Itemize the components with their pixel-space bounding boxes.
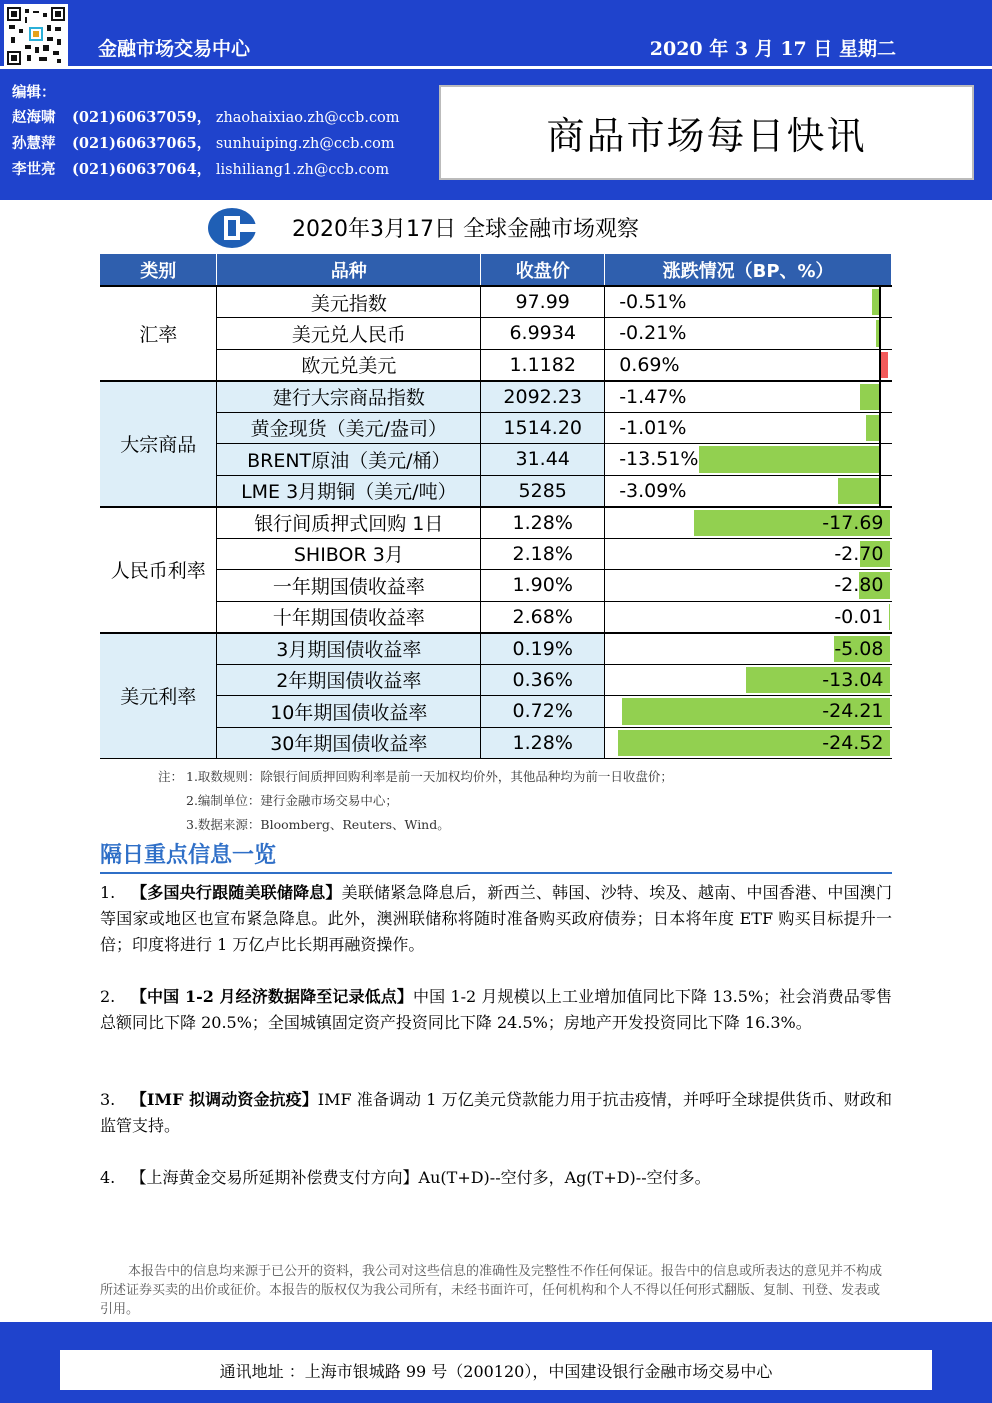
close-cell: 0.19% — [481, 633, 605, 665]
news-item-body: 美联储紧急降息后，新西兰、韩国、沙特、埃及、越南、中国香港、中国澳门等国家或地区也宣布紧急降息。此外，澳洲联储称将随时准备购买政府债券；日本将年度 ETF 购买目标提升一倍；印度将进行 1 万亿卢比长期再融资操作。 — [100, 883, 892, 954]
zero-axis — [879, 413, 881, 444]
note-item: 3.数据来源：Bloomberg、Reuters、Wind。 — [186, 817, 450, 832]
change-cell — [605, 349, 892, 381]
footer-address-box — [60, 1350, 932, 1390]
note-item: 1.取数规则：除银行间质押回购利率是前一天加权均价外，其他品种均为前一日收盘价； — [186, 769, 673, 784]
zero-axis — [879, 287, 881, 317]
change-cell — [605, 475, 892, 507]
change-cell — [605, 444, 892, 476]
close-cell: 97.99 — [481, 286, 605, 318]
col-header-category: 类别 — [100, 254, 217, 286]
table-row — [100, 570, 892, 602]
note-item: 2.编制单位：建行金融市场交易中心； — [186, 793, 398, 808]
col-header-product: 品种 — [217, 254, 481, 286]
editor-email[interactable]: lishiliang1.zh@ccb.com — [215, 162, 390, 178]
product-cell: BRENT原油（美元/桶） — [217, 444, 481, 476]
editor-row: 孙慧萍 (021)60637065， sunhuiping.zh@ccb.com — [12, 135, 395, 152]
change-label: -0.51% — [619, 291, 687, 313]
change-cell — [605, 664, 892, 696]
change-label: -24.52 — [822, 731, 884, 754]
table-row — [100, 381, 892, 413]
editor-list — [12, 80, 400, 183]
change-cell — [605, 286, 892, 318]
change-cell — [605, 727, 892, 759]
news-item: 3. 【IMF 拟调动资金抗疫】IMF 准备调动 1 万亿美元贷款能力用于抗击疫情，并呼吁全球提供货币、财政和监管支持。 — [100, 1090, 892, 1135]
zero-axis — [879, 444, 881, 475]
product-cell: LME 3月期铜（美元/吨） — [217, 475, 481, 507]
close-cell: 5285 — [481, 475, 605, 507]
change-cell — [605, 633, 892, 665]
table-row — [100, 412, 892, 444]
zero-axis — [879, 382, 881, 412]
table-row — [100, 444, 892, 476]
product-cell: 黄金现货（美元/盎司） — [217, 412, 481, 444]
product-cell: 欧元兑美元 — [217, 349, 481, 381]
change-cell — [605, 570, 892, 602]
header-band — [0, 0, 992, 200]
change-label: -1.47% — [619, 385, 687, 408]
product-cell: 30年期国债收益率 — [217, 727, 481, 759]
table-row — [100, 349, 892, 381]
change-bar-down — [872, 289, 879, 315]
table-notes — [158, 765, 673, 837]
close-cell: 1.1182 — [481, 349, 605, 381]
org-name: 金融市场交易中心 — [98, 38, 251, 60]
zero-axis — [879, 350, 881, 380]
close-cell: 2.68% — [481, 601, 605, 633]
table-row — [100, 664, 892, 696]
change-label: -1.01% — [619, 416, 687, 439]
category-cell: 汇率 — [100, 286, 217, 381]
change-cell — [605, 381, 892, 413]
product-cell: 美元指数 — [217, 286, 481, 318]
table-row — [100, 696, 892, 728]
change-label: -3.09% — [619, 479, 687, 502]
close-cell: 1514.20 — [481, 412, 605, 444]
news-heading-rule — [100, 872, 892, 874]
change-bar-down — [699, 446, 879, 473]
change-label: -13.04 — [822, 668, 884, 691]
product-cell: 10年期国债收益率 — [217, 696, 481, 728]
news-item: 1. 【多国央行跟随美联储降息】美联储紧急降息后，新西兰、韩国、沙特、埃及、越南、中国香港、中国澳门等国家或地区也宣布紧急降息。此外，澳洲联储称将随时准备购买政府债券；日本将年度 ETF 购买目标提升一倍；印度将进行 1 万亿卢比长期再融资操作。 — [100, 883, 892, 954]
table-header-row — [100, 254, 892, 286]
category-cell: 大宗商品 — [100, 381, 217, 507]
change-label: -2.70 — [834, 542, 884, 565]
report-date: 2020 年 3 月 17 日 星期二 — [649, 38, 896, 60]
change-bar-down — [866, 415, 879, 442]
report-title-box — [439, 85, 974, 180]
zero-axis — [879, 318, 881, 349]
change-label: -24.21 — [822, 700, 884, 723]
news-item: 2. 【中国 1-2 月经济数据降至记录低点】中国 1-2 月规模以上工业增加值同比下降 13.5%；社会消费品零售总额同比下降 20.5%；全国城镇固定资产投资同比下降 24.5%；房地产开发投资同比下降 16.3%。 — [100, 987, 892, 1032]
close-cell: 0.72% — [481, 696, 605, 728]
change-label: -13.51% — [619, 448, 699, 471]
change-label: -5.08 — [834, 637, 884, 660]
news-heading: 隔日重点信息一览 — [100, 843, 277, 868]
notes-prefix: 注： — [158, 769, 184, 784]
change-bar-down — [860, 384, 880, 410]
table-row — [100, 286, 892, 318]
change-label: -0.01 — [834, 605, 884, 628]
ccb-logo-icon — [206, 206, 258, 250]
product-cell: 美元兑人民币 — [217, 318, 481, 350]
news-item-title: 【IMF 拟调动资金抗疫】 — [130, 1090, 318, 1109]
editor-row: 赵海啸 (021)60637059， zhaohaixiao.zh@ccb.com — [12, 109, 400, 126]
close-cell: 0.36% — [481, 664, 605, 696]
disclaimer: 本报告中的信息均来源于已公开的资料，我公司对这些信息的准确性及完整性不作任何保证。报告中的信息或所表达的意见并不构成所述证券买卖的出价或征价。本报告的版权仅为我公司所有，未经书面许可，任何机构和个人不得以任何形式翻版、复制、刊登、发表或引用。 — [100, 1264, 883, 1317]
table-title: 2020年3月17日 全球金融市场观察 — [292, 217, 639, 242]
product-cell: SHIBOR 3月 — [217, 538, 481, 570]
close-cell: 2092.23 — [481, 381, 605, 413]
news-item-body: 中国 1-2 月规模以上工业增加值同比下降 13.5%；社会消费品零售总额同比下降 20.5%；全国城镇固定资产投资同比下降 24.5%；房地产开发投资同比下降 16.3%。 — [100, 987, 892, 1032]
header-divider — [0, 66, 992, 69]
news-item-title: 【中国 1-2 月经济数据降至记录低点】 — [130, 987, 413, 1006]
table-row — [100, 318, 892, 350]
close-cell: 1.90% — [481, 570, 605, 602]
table-row — [100, 507, 892, 539]
editor-row: 李世亮 (021)60637064， lishiliang1.zh@ccb.com — [12, 161, 390, 178]
footer-address: 通讯地址 ：上海市银城路 99 号（200120），中国建设银行金融市场交易中心 — [219, 1361, 773, 1381]
change-cell — [605, 601, 892, 633]
close-cell: 31.44 — [481, 444, 605, 476]
product-cell: 银行间质押式回购 1日 — [217, 507, 481, 539]
close-cell: 6.9934 — [481, 318, 605, 350]
category-cell: 人民币利率 — [100, 507, 217, 633]
change-label: -17.69 — [822, 511, 884, 534]
change-cell — [605, 318, 892, 350]
product-cell: 一年期国债收益率 — [217, 570, 481, 602]
table-row — [100, 727, 892, 759]
change-cell — [605, 412, 892, 444]
editor-label: 编辑： — [12, 84, 56, 101]
editor-email[interactable]: zhaohaixiao.zh@ccb.com — [215, 110, 400, 126]
qr-code-icon — [4, 4, 68, 68]
change-bar-down — [889, 604, 890, 630]
change-label: -0.21% — [619, 322, 687, 345]
news-item-body: Au(T+D)--空付多，Ag(T+D)--空付多。 — [418, 1168, 711, 1187]
change-label: 0.69% — [619, 353, 680, 376]
close-cell: 2.18% — [481, 538, 605, 570]
news-item-body: IMF 准备调动 1 万亿美元贷款能力用于抗击疫情，并呼吁全球提供货币、财政和监管支持。 — [100, 1090, 892, 1135]
change-label: -2.80 — [834, 574, 884, 597]
product-cell: 十年期国债收益率 — [217, 601, 481, 633]
change-cell — [605, 507, 892, 539]
col-header-change: 涨跌情况（BP、%） — [605, 254, 892, 286]
editor-email[interactable]: sunhuiping.zh@ccb.com — [215, 136, 395, 152]
market-table — [100, 254, 892, 759]
table-row — [100, 601, 892, 633]
category-cell: 美元利率 — [100, 633, 217, 759]
col-header-close: 收盘价 — [481, 254, 605, 286]
close-cell: 1.28% — [481, 507, 605, 539]
zero-axis — [879, 476, 881, 506]
news-item-title: 【多国央行跟随美联储降息】 — [131, 883, 342, 902]
change-cell — [605, 696, 892, 728]
product-cell: 2年期国债收益率 — [217, 664, 481, 696]
change-bar-down — [838, 478, 879, 504]
product-cell: 3月期国债收益率 — [217, 633, 481, 665]
report-title: 商品市场每日快讯 — [546, 114, 867, 158]
close-cell: 1.28% — [481, 727, 605, 759]
table-row — [100, 633, 892, 665]
news-item-title: 【上海黄金交易所延期补偿费支付方向】 — [130, 1168, 419, 1187]
table-row — [100, 538, 892, 570]
change-cell — [605, 538, 892, 570]
product-cell: 建行大宗商品指数 — [217, 381, 481, 413]
table-row — [100, 475, 892, 507]
news-item: 4. 【上海黄金交易所延期补偿费支付方向】Au(T+D)--空付多，Ag(T+D)--空付多。 — [100, 1168, 711, 1187]
